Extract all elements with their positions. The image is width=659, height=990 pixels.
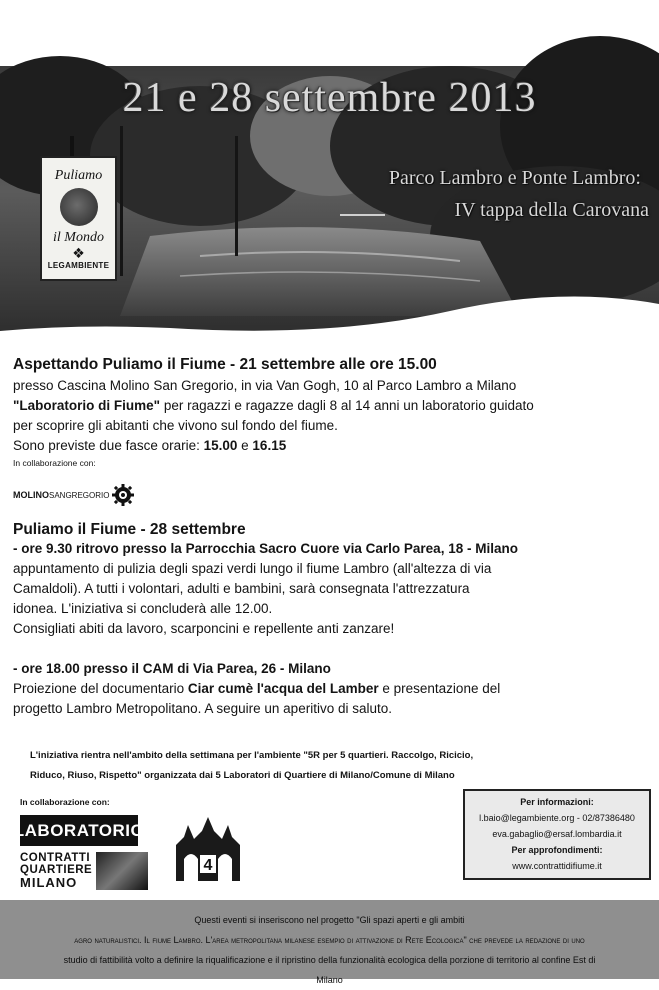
info-label: Per informazioni: — [520, 797, 594, 807]
footer-band — [0, 900, 659, 985]
laboratorio-line1: CONTRATTI — [20, 852, 91, 864]
event1-times-and: e — [237, 438, 253, 453]
laboratorio-name: LABORATORIO — [20, 815, 138, 846]
contact-email-2[interactable]: eva.gabaglio@ersaf.lombardia.it — [492, 829, 622, 839]
arches-icon — [172, 815, 244, 883]
footer-line3: studio di fattibilità volto a definire la riqualificazione e il ripristino della funzionalità ecologica della porzione di territorio al confine Est di — [63, 955, 596, 965]
quartiere-4-logo — [172, 815, 244, 888]
event1-line4 — [13, 436, 534, 456]
event1-line2 — [13, 396, 534, 416]
event2-line7-post: e presentazione del — [378, 681, 501, 696]
subtitle-rule — [340, 214, 385, 216]
laboratorio-line3: MILANO — [20, 875, 78, 890]
note-line2: Riduco, Riuso, Rispetto" organizzata dai 5 Laboratori di Quartiere di Milano/Comune di Milano — [30, 770, 455, 781]
event2-line8: progetto Lambro Metropolitano. A seguire un aperitivo di saluto. — [13, 701, 392, 716]
note-line1: L'iniziativa rientra nell'ambito della settimana per l'ambiente "5R per 5 quartieri. Raccolgo, Ricicio, — [30, 750, 474, 761]
event2-line5: Consigliati abiti da lavoro, scarponcini e repellente anti zanzare! — [13, 621, 395, 636]
collab-label-2: In collaborazione con: — [20, 797, 110, 807]
event2-line6: - ore 18.00 presso il CAM di Via Parea, 26 - Milano — [13, 661, 331, 676]
laboratorio-logo — [13, 815, 145, 890]
event1-heading: Aspettando Puliamo il Fiume - 21 settembre alle ore 15.00 — [13, 356, 437, 373]
quattro-number: 4 — [203, 857, 213, 874]
event1-line2-rest: per ragazzi e ragazze dagli 8 al 14 anni un laboratorio guidato — [160, 398, 534, 413]
event1-time1: 15.00 — [203, 438, 238, 453]
event2-line4: idonea. L'iniziativa si concluderà alle 12.00. — [13, 601, 273, 616]
footer-line2: agro naturalistici. Il fiume Lambro. L'area metropolitana milanese esempio di attivazione di Rete Ecologica" che prevede la redazione di uno — [74, 935, 585, 945]
event2-line3: Camaldoli). A tutti i volontari, adulti e bambini, sarà consegnata l'attrezzatura — [13, 581, 470, 596]
footer-line4: Milano — [316, 975, 343, 985]
event2-line7 — [13, 679, 646, 699]
footer-line1: Questi eventi si inseriscono nel progetto "Gli spazi aperti e gli ambiti — [194, 915, 465, 925]
logo-brand: LEGAMBIENTE — [47, 261, 110, 270]
gear-icon — [112, 484, 134, 506]
caravan-subtitle: IV tappa della Carovana — [454, 199, 649, 221]
event2-section — [13, 521, 646, 719]
molino-name: MOLINO — [13, 490, 49, 500]
date-title: 21 e 28 settembre 2013 — [122, 75, 537, 121]
puliamo-il-mondo-logo — [40, 156, 117, 281]
website-link[interactable]: www.contrattidifiume.it — [512, 861, 602, 871]
info-box — [463, 789, 651, 880]
logo-line2: il Mondo — [53, 230, 104, 245]
collab-label-1: In collaborazione con: — [13, 458, 96, 468]
laboratorio-image — [96, 852, 148, 890]
lab-fiume-label: "Laboratorio di Fiume" — [13, 398, 161, 413]
laboratorio-line2: QUARTIERE — [20, 864, 93, 876]
event2-heading: Puliamo il Fiume - 28 settembre — [13, 521, 246, 538]
molino-subname: SANGREGORIO — [49, 490, 110, 500]
event2-line2: appuntamento di pulizia degli spazi verdi lungo il fiume Lambro (all'altezza di via — [13, 561, 492, 576]
event1-section — [13, 356, 534, 468]
contact-email-phone[interactable]: l.baio@legambiente.org - 02/87386480 — [479, 813, 635, 823]
footer-text — [0, 910, 659, 990]
event2-line7-pre: Proiezione del documentario — [13, 681, 188, 696]
leaf-icon: ❖ — [72, 245, 85, 261]
event1-times-label: Sono previste due fasce orarie: — [13, 438, 204, 453]
event1-line3: per scoprire gli abitanti che vivono sul fondo del fiume. — [13, 418, 338, 433]
event1-line1: presso Cascina Molino San Gregorio, in via Van Gogh, 10 al Parco Lambro a Milano — [13, 378, 517, 393]
logo-line1: Puliamo — [54, 168, 103, 183]
location-subtitle: Parco Lambro e Ponte Lambro: — [388, 167, 641, 189]
more-info-label: Per approfondimenti: — [511, 845, 603, 855]
event2-line1: - ore 9.30 ritrovo presso la Parrocchia Sacro Cuore via Carlo Parea, 18 - Milano — [13, 541, 518, 556]
initiative-note — [30, 746, 630, 786]
molino-logo — [13, 484, 134, 506]
film-title: Ciar cumè l'acqua del Lamber — [187, 681, 379, 696]
event1-time2: 16.15 — [252, 438, 287, 453]
globe-icon — [60, 188, 98, 226]
